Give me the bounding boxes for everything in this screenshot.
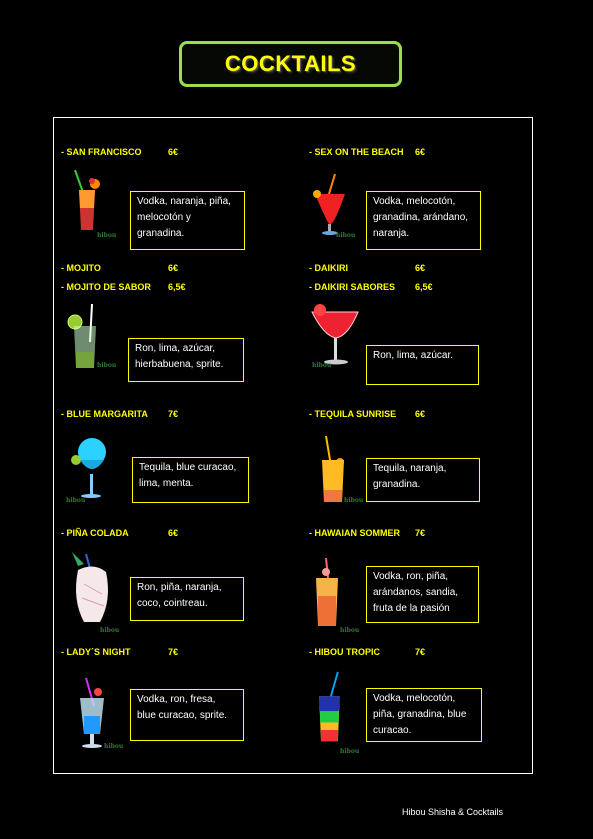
item-description: Ron, lima, azúcar. xyxy=(366,345,479,385)
page-title: COCKTAILS xyxy=(224,51,357,76)
brand-logo: hibou xyxy=(66,497,86,504)
item-name: - MOJITO xyxy=(61,263,101,273)
ladys-night-icon xyxy=(68,676,128,751)
item-name: - PIÑA COLADA xyxy=(61,528,129,538)
item-price: 6€ xyxy=(415,147,426,157)
item-description: Vodka, ron, fresa, blue curacao, sprite. xyxy=(130,689,244,741)
item-name: - HIBOU TROPIC xyxy=(309,647,380,657)
tequila-sunrise-icon xyxy=(312,432,372,507)
item-name: - SAN FRANCISCO xyxy=(61,147,142,157)
item-subname: - MOJITO DE SABOR xyxy=(61,282,151,292)
item-name: - SEX ON THE BEACH xyxy=(309,147,404,157)
item-price: 7€ xyxy=(415,528,426,538)
item-description: Tequila, blue curacao, lima, menta. xyxy=(132,457,249,503)
brand-logo: hibou xyxy=(344,497,364,504)
item-name: - BLUE MARGARITA xyxy=(61,409,148,419)
brand-logo: hibou xyxy=(312,362,332,369)
item-price: 6€ xyxy=(168,263,179,273)
item-name: - DAIKIRI xyxy=(309,263,348,273)
item-description: Vodka, ron, piña, arándanos, sandia, fruta de la pasión xyxy=(366,566,479,623)
blue-margarita-icon xyxy=(62,430,122,505)
item-price: 6€ xyxy=(415,263,426,273)
item-description: Ron, lima, azúcar, hierbabuena, sprite. xyxy=(128,338,244,382)
item-price: 6€ xyxy=(168,528,179,538)
hibou-tropic-icon xyxy=(306,670,366,745)
item-price: 6€ xyxy=(415,409,426,419)
brand-logo: hibou xyxy=(104,743,124,750)
item-subname: - DAIKIRI SABORES xyxy=(309,282,396,292)
brand-logo: hibou xyxy=(97,362,117,369)
title-banner xyxy=(179,41,402,87)
brand-logo: hibou xyxy=(100,627,120,634)
item-name: - TEQUILA SUNRISE xyxy=(309,409,397,419)
item-description: Vodka, naranja, piña, melocotón y granadina. xyxy=(130,191,245,250)
brand-logo: hibou xyxy=(97,232,117,239)
item-name: - HAWAIAN SOMMER xyxy=(309,528,400,538)
item-description: Vodka, melocotón, piña, granadina, blue curacao. xyxy=(366,688,482,742)
pina-colada-icon xyxy=(62,550,122,625)
item-price: 7€ xyxy=(415,647,426,657)
cocktail-red-icon xyxy=(305,172,365,247)
item-price: 7€ xyxy=(168,409,179,419)
brand-logo: hibou xyxy=(336,232,356,239)
item-subprice: 6,5€ xyxy=(168,282,186,292)
item-description: Vodka, melocotón, granadina, arándano, naranja. xyxy=(366,191,481,250)
item-subprice: 6,5€ xyxy=(415,282,433,292)
item-description: Ron, piña, naranja, coco, cointreau. xyxy=(130,577,244,621)
item-description: Tequila, naranja, granadina. xyxy=(366,458,480,502)
item-price: 7€ xyxy=(168,647,179,657)
brand-logo: hibou xyxy=(340,627,360,634)
hawaian-cocktail-icon xyxy=(306,556,366,631)
item-price: 6€ xyxy=(168,147,179,157)
brand-logo: hibou xyxy=(340,748,360,755)
item-name: - LADY´S NIGHT xyxy=(61,647,131,657)
footer-text: Hibou Shisha & Cocktails xyxy=(402,807,504,817)
